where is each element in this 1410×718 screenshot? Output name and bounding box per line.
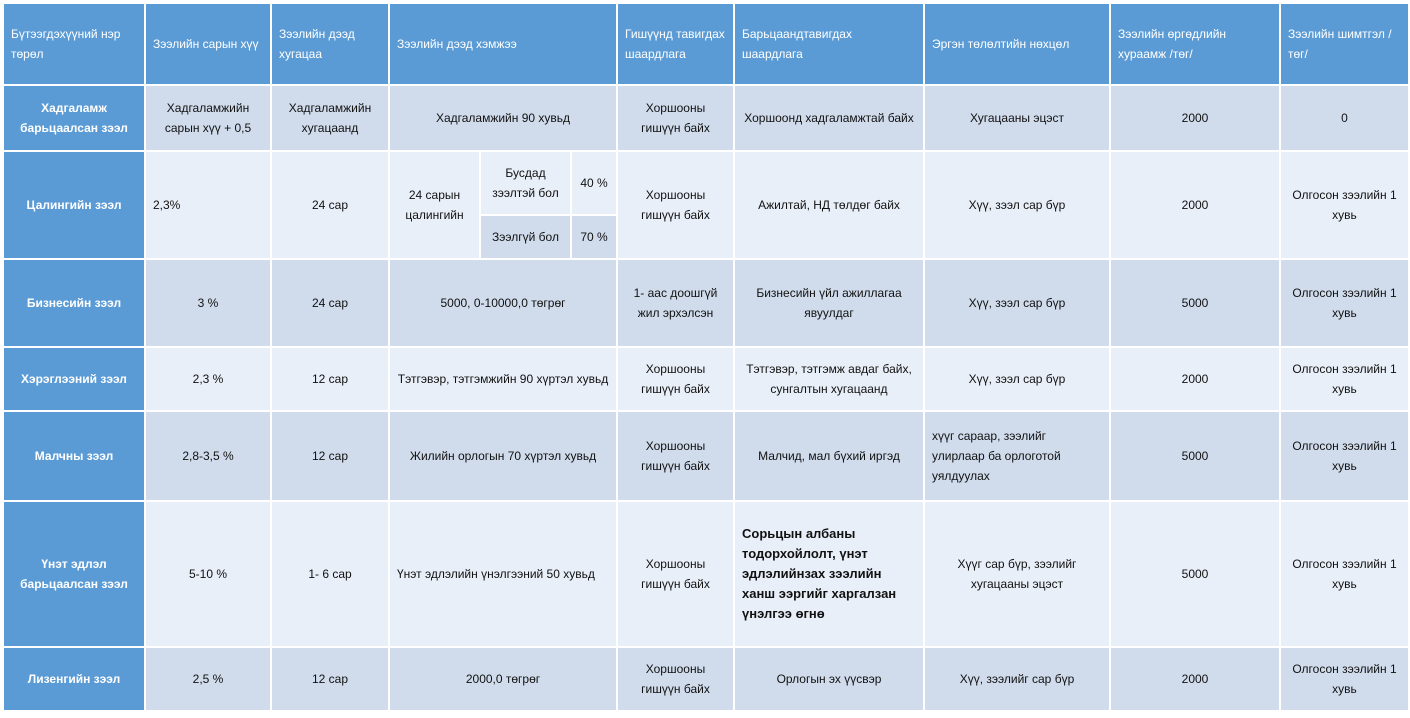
application-fee: 5000 — [1110, 501, 1280, 647]
monthly-rate: 3 % — [145, 259, 271, 347]
header-member-requirement: Гишүүнд тавигдах шаардлага — [617, 3, 734, 85]
max-amount: Үнэт эдлэлийн үнэлгээний 50 хувьд — [389, 501, 617, 647]
max-amount-percent: 40 % — [571, 151, 617, 215]
commission: Олгосон зээлийн 1 хувь — [1280, 259, 1409, 347]
table-row — [3, 411, 1409, 501]
max-term: 1- 6 сар — [271, 501, 389, 647]
max-amount: Тэтгэвэр, тэтгэмжийн 90 хүртэл хувьд — [389, 347, 617, 411]
member-requirement: Хоршооны гишүүн байх — [617, 151, 734, 259]
max-amount: Жилийн орлогын 70 хүртэл хувьд — [389, 411, 617, 501]
commission: Олгосон зээлийн 1 хувь — [1280, 151, 1409, 259]
repayment-terms: Хүү, зээл сар бүр — [924, 347, 1110, 411]
collateral-requirement: Малчид, мал бүхий иргэд — [734, 411, 924, 501]
monthly-rate: 5-10 % — [145, 501, 271, 647]
loan-products-table — [2, 2, 1410, 712]
member-requirement: Хоршооны гишүүн байх — [617, 411, 734, 501]
commission: Олгосон зээлийн 1 хувь — [1280, 347, 1409, 411]
product-name: Хадгаламж барьцаалсан зээл — [3, 85, 145, 151]
max-term: 12 сар — [271, 347, 389, 411]
table-row — [3, 647, 1409, 711]
max-term: 12 сар — [271, 411, 389, 501]
max-term: 24 сар — [271, 259, 389, 347]
collateral-requirement: Бизнесийн үйл ажиллагаа явуулдаг — [734, 259, 924, 347]
table-row — [3, 501, 1409, 647]
max-term: 12 сар — [271, 647, 389, 711]
application-fee: 2000 — [1110, 647, 1280, 711]
header-product-type: Бүтээгдэхүүний нэр төрөл — [3, 3, 145, 85]
product-name: Бизнесийн зээл — [3, 259, 145, 347]
commission: Олгосон зээлийн 1 хувь — [1280, 411, 1409, 501]
member-requirement: Хоршооны гишүүн байх — [617, 501, 734, 647]
product-name: Хэрэглээний зээл — [3, 347, 145, 411]
header-max-term: Зээлийн дээд хугацаа — [271, 3, 389, 85]
max-amount: Хадгаламжийн 90 хувьд — [389, 85, 617, 151]
max-term: Хадгаламжийн хугацаанд — [271, 85, 389, 151]
header-row — [3, 3, 1409, 85]
collateral-requirement: Сорьцын албаны тодорхойлолт, үнэт эдлэлийнзах зээлийн ханш ээргийг харгалзан үнэлгээ өгнө — [734, 501, 924, 647]
member-requirement: Хоршооны гишүүн байх — [617, 347, 734, 411]
member-requirement: Хоршооны гишүүн байх — [617, 647, 734, 711]
collateral-requirement: Хоршоонд хадгаламжтай байх — [734, 85, 924, 151]
product-name: Малчны зээл — [3, 411, 145, 501]
product-name: Цалингийн зээл — [3, 151, 145, 259]
repayment-terms: Хугацааны эцэст — [924, 85, 1110, 151]
application-fee: 2000 — [1110, 151, 1280, 259]
repayment-terms: Хүүг сар бүр, зээлийг хугацааны эцэст — [924, 501, 1110, 647]
monthly-rate: Хадгаламжийн сарын хүү + 0,5 — [145, 85, 271, 151]
member-requirement: 1- аас доошгүй жил эрхэлсэн — [617, 259, 734, 347]
max-amount: 2000,0 төгрөг — [389, 647, 617, 711]
commission: Олгосон зээлийн 1 хувь — [1280, 501, 1409, 647]
application-fee: 5000 — [1110, 259, 1280, 347]
header-monthly-rate: Зээлийн сарын хүү — [145, 3, 271, 85]
max-term: 24 сар — [271, 151, 389, 259]
max-amount-base: 24 сарын цалингийн — [389, 151, 480, 259]
repayment-terms: хүүг сараар, зээлийг улирлаар ба орлоготой уялдуулах — [924, 411, 1110, 501]
product-name: Лизенгийн зээл — [3, 647, 145, 711]
member-requirement: Хоршооны гишүүн байх — [617, 85, 734, 151]
header-max-amount: Зээлийн дээд хэмжээ — [389, 3, 617, 85]
collateral-requirement: Тэтгэвэр, тэтгэмж авдаг байх, сунгалтын хугацаанд — [734, 347, 924, 411]
repayment-terms: Хүү, зээл сар бүр — [924, 259, 1110, 347]
max-amount: 5000, 0-10000,0 төгрөг — [389, 259, 617, 347]
application-fee: 5000 — [1110, 411, 1280, 501]
monthly-rate: 2,3 % — [145, 347, 271, 411]
header-application-fee: Зээлийн өргөдлийн хураамж /төг/ — [1110, 3, 1280, 85]
max-amount-condition: Зээлгүй бол — [480, 215, 571, 259]
collateral-requirement: Орлогын эх үүсвэр — [734, 647, 924, 711]
product-name: Үнэт эдлэл барьцаалсан зээл — [3, 501, 145, 647]
application-fee: 2000 — [1110, 85, 1280, 151]
header-repayment-terms: Эргэн төлөлтийн нөхцөл — [924, 3, 1110, 85]
max-amount-percent: 70 % — [571, 215, 617, 259]
collateral-requirement: Ажилтай, НД төлдөг байх — [734, 151, 924, 259]
table-row — [3, 151, 1409, 215]
commission: Олгосон зээлийн 1 хувь — [1280, 647, 1409, 711]
table-row — [3, 85, 1409, 151]
header-commission: Зээлийн шимтгэл /төг/ — [1280, 3, 1409, 85]
monthly-rate: 2,5 % — [145, 647, 271, 711]
application-fee: 2000 — [1110, 347, 1280, 411]
monthly-rate: 2,3% — [145, 151, 271, 259]
repayment-terms: Хүү, зээлийг сар бүр — [924, 647, 1110, 711]
max-amount-condition: Бусдад зээлтэй бол — [480, 151, 571, 215]
header-collateral-requirement: Барьцаандтавигдах шаардлага — [734, 3, 924, 85]
monthly-rate: 2,8-3,5 % — [145, 411, 271, 501]
table-row — [3, 259, 1409, 347]
commission: 0 — [1280, 85, 1409, 151]
repayment-terms: Хүү, зээл сар бүр — [924, 151, 1110, 259]
table-row — [3, 347, 1409, 411]
